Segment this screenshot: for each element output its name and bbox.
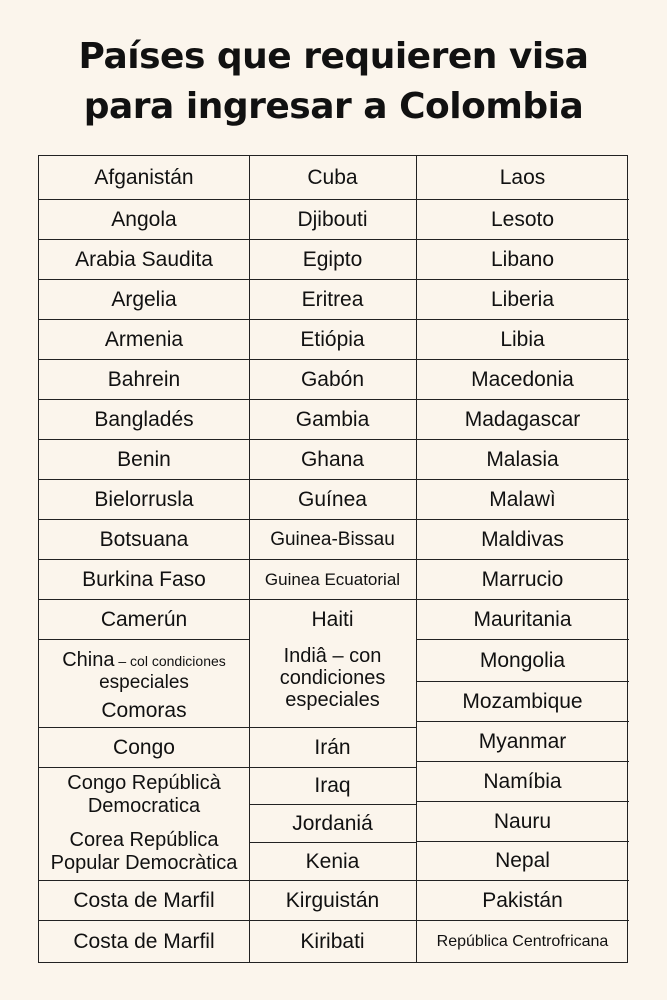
country-cell: Kirguistán <box>285 888 380 912</box>
country-cell: Gambia <box>295 407 370 431</box>
country-cell: Iraq <box>314 774 351 797</box>
country-cell: Mauritania <box>473 607 572 631</box>
row-divider <box>39 639 249 640</box>
country-cell: Afganistán <box>94 166 194 189</box>
india-line-2: condiciones <box>279 667 386 689</box>
country-cell: Egipto <box>302 247 363 271</box>
corea-line-1: Corea República <box>69 829 219 851</box>
country-cell: Benin <box>117 447 171 471</box>
china-note-2: especiales <box>99 671 189 693</box>
country-cell: Madagascar <box>464 407 581 431</box>
country-cell: Etiópia <box>300 327 365 351</box>
country-cell-china <box>39 646 249 696</box>
country-cell: Ghana <box>300 447 365 471</box>
country-cell: Bahrein <box>107 367 181 391</box>
country-cell: Burkina Faso <box>82 567 206 591</box>
country-cell: Liberia <box>490 287 555 311</box>
country-cell: República Centrofricana <box>436 932 609 950</box>
country-cell: Libia <box>500 327 545 351</box>
country-cell: Botsuana <box>99 527 189 551</box>
country-cell: Argelia <box>111 287 177 311</box>
country-cell: Costa de Marfil <box>73 888 215 912</box>
page-title <box>0 32 667 132</box>
country-cell-corea <box>39 824 249 880</box>
country-cell: Nauru <box>493 809 552 833</box>
country-cell: Armenia <box>104 327 184 351</box>
country-cell: Arabia Saudita <box>75 247 213 271</box>
country-cell: Kiribati <box>300 929 365 953</box>
country-cell: Gabón <box>300 367 365 391</box>
country-cell: Malawì <box>489 487 556 511</box>
china-dash: – <box>114 652 131 669</box>
country-cell: Libano <box>490 247 555 271</box>
congo-rd-line-1: Congo Repúblicà <box>67 772 221 794</box>
country-cell: Guínea <box>298 487 367 511</box>
country-cell-india <box>249 642 416 714</box>
country-cell: Bielorrusla <box>94 487 194 511</box>
country-cell: Cuba <box>307 166 358 189</box>
congo-rd-line-2: Democratica <box>87 795 201 817</box>
country-cell: Pakistán <box>482 888 563 912</box>
country-cell: Angola <box>111 207 177 231</box>
country-cell: Mozambique <box>462 689 583 713</box>
country-cell: Haiti <box>311 607 354 631</box>
country-cell: Marrucio <box>481 567 564 591</box>
country-cell: Nepal <box>495 849 550 872</box>
china-note: col condiciones <box>130 652 226 669</box>
country-cell: Myanmar <box>478 729 567 753</box>
country-cell: Camerún <box>100 607 188 631</box>
india-line-1: Indiâ – con <box>283 645 382 667</box>
country-cell: Bangladés <box>94 407 194 431</box>
india-line-3: especiales <box>285 689 380 711</box>
country-cell: Congo <box>113 735 175 759</box>
country-cell: Malasia <box>486 447 559 471</box>
countries-table <box>38 155 628 963</box>
country-cell: Kenia <box>305 849 360 873</box>
country-cell: Eritrea <box>301 287 364 311</box>
country-cell: Guinea Ecuatorial <box>264 569 401 589</box>
corea-line-2: Popular Democràtica <box>50 852 238 874</box>
country-cell: Laos <box>499 166 546 189</box>
country-cell: Jordaniá <box>292 811 373 835</box>
china-name: China <box>62 648 115 671</box>
title-line-2: para ingresar a Colombia <box>83 86 584 127</box>
country-cell: Comoras <box>101 698 187 722</box>
country-cell: Djibouti <box>297 207 368 231</box>
title-line-1: Países que requieren visa <box>78 36 589 77</box>
country-cell: Maldivas <box>481 527 564 551</box>
country-cell: Guinea-Bissau <box>270 528 395 550</box>
country-cell: Namíbia <box>483 769 562 793</box>
country-cell-congo-rd <box>39 767 249 823</box>
country-cell: Macedonia <box>471 367 574 391</box>
country-cell: Irán <box>314 735 351 759</box>
country-cell: Lesoto <box>490 207 555 231</box>
country-cell: Mongolia <box>479 648 566 672</box>
country-cell: Costa de Marfil <box>73 929 215 953</box>
